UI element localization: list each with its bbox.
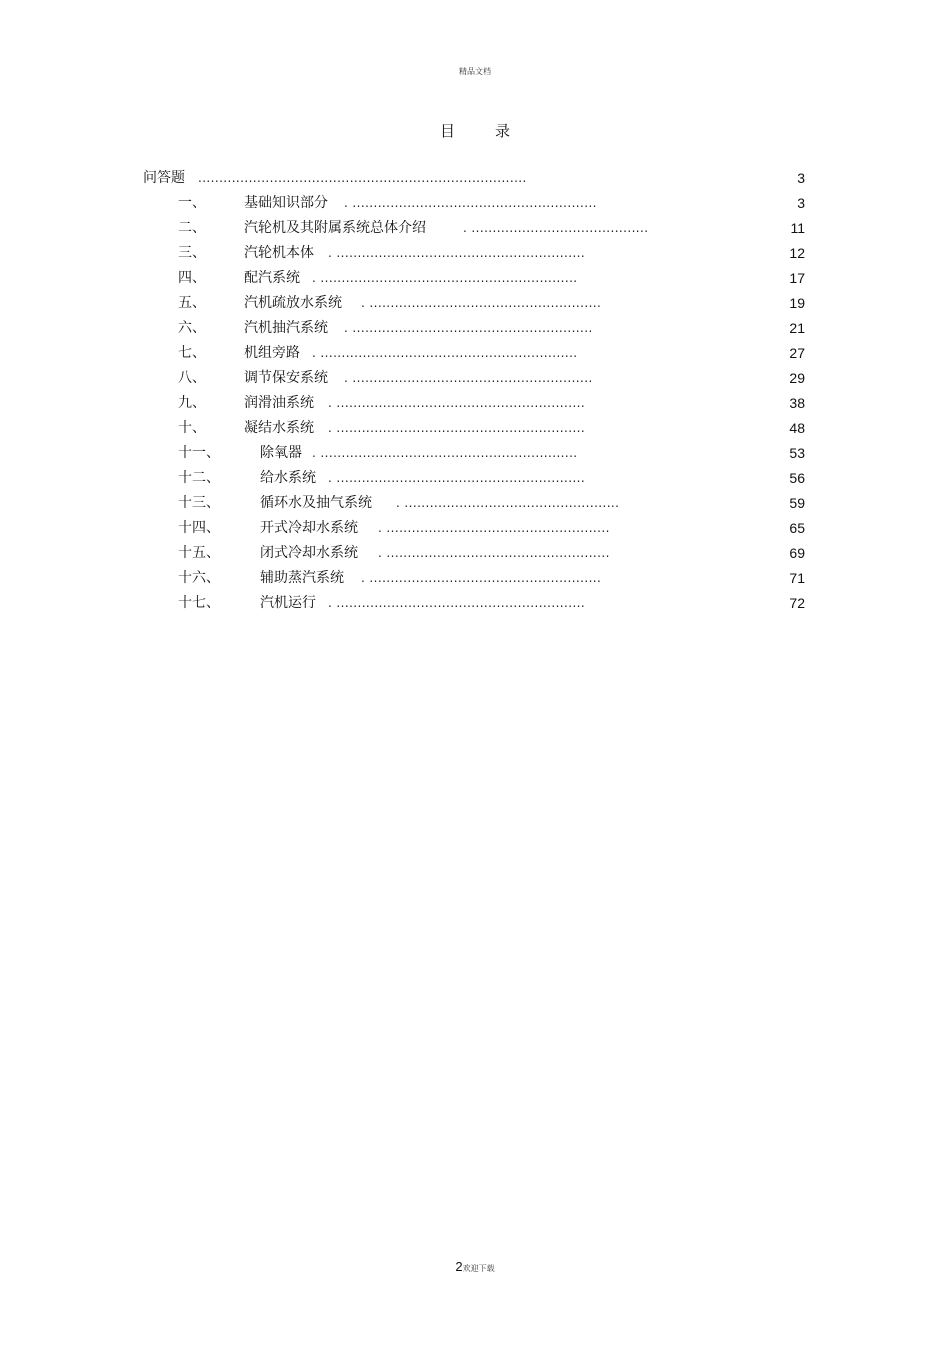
toc-entry-number: 十二、 [178,470,220,486]
toc-entry[interactable] [0,343,950,363]
toc-entry-page: 19 [789,295,805,311]
toc-leader-dots: . ............................................................. [312,446,578,460]
toc-entry-label: 汽轮机本体 [244,245,314,261]
toc-entry-label: 开式冷却水系统 [260,520,358,536]
toc-entry-page: 27 [789,345,805,361]
toc-entry-page: 72 [789,595,805,611]
toc-entry-page: 21 [789,320,805,336]
toc-entry-number: 四、 [178,270,206,286]
toc-entry[interactable] [0,593,950,613]
toc-leader-dots: . ........................................................... [328,421,586,435]
toc-entry-number: 六、 [178,320,206,336]
page-number: 2 [455,1259,463,1274]
toc-entry-label: 循环水及抽气系统 [260,495,372,511]
toc-leader-dots: . .......................................................... [344,196,597,210]
toc-entry-label: 基础知识部分 [244,195,328,211]
toc-entry-page: 71 [789,570,805,586]
toc-leader-dots: . ............................................................. [312,346,578,360]
toc-entry-number: 十七、 [178,595,220,611]
toc-entry-label: 除氧器 [260,445,302,461]
toc-entry[interactable] [0,318,950,338]
toc-entry[interactable] [0,493,950,513]
toc-leader-dots: .............................................................................. [198,171,527,185]
toc-entry-page: 3 [797,195,805,211]
toc-entry-label: 凝结水系统 [244,420,314,436]
toc-entry-page: 17 [789,270,805,286]
toc-title-left: 目 [439,122,455,140]
toc-entry-number: 十一、 [178,445,220,461]
toc-entry-number: 九、 [178,395,206,411]
toc-entry-label: 配汽系统 [244,270,300,286]
toc-entry-page: 11 [790,220,805,236]
toc-entry-page: 53 [789,445,805,461]
toc-entry-label: 辅助蒸汽系统 [260,570,344,586]
toc-entry-number: 八、 [178,370,206,386]
toc-title-right: 录 [495,122,511,140]
toc-entry[interactable] [0,543,950,563]
toc-leader-dots: . ......................................................... [344,371,593,385]
toc-entry-number: 二、 [178,220,206,236]
toc-entry-page: 12 [789,245,805,261]
toc-entry-page: 29 [789,370,805,386]
toc-leader-dots: . ..................................................... [378,521,610,535]
toc-entry-number: 十、 [178,420,206,436]
toc-entry-number: 十五、 [178,545,220,561]
toc-entry-page: 38 [789,395,805,411]
toc-entry[interactable] [0,218,950,238]
toc-leader-dots: . ....................................................... [361,296,602,310]
toc-entry-page: 69 [789,545,805,561]
toc-leader-dots: . ........................................................... [328,246,586,260]
toc-entry[interactable] [0,368,950,388]
toc-entry[interactable] [0,418,950,438]
toc-entry-page: 65 [789,520,805,536]
toc-leader-dots: . ................................................... [396,496,620,510]
toc-leader-dots: . ........................................................... [328,596,586,610]
toc-entry[interactable] [0,393,950,413]
toc-leader-dots: . .......................................... [463,221,649,235]
toc-entry[interactable] [0,518,950,538]
toc-entry-page: 48 [789,420,805,436]
toc-entry-label: 汽机运行 [260,595,316,611]
toc-entry-number: 三、 [178,245,206,261]
toc-entry-label: 给水系统 [260,470,316,486]
toc-entry[interactable] [0,268,950,288]
toc-leader-dots: . ........................................................... [328,396,586,410]
toc-leader-dots: . ............................................................. [312,271,578,285]
toc-entry[interactable] [0,293,950,313]
toc-entry-number: 一、 [178,195,206,211]
toc-entry[interactable] [0,468,950,488]
toc-entry[interactable] [0,568,950,588]
toc-entry-number: 十三、 [178,495,220,511]
toc-entry-label: 汽机抽汽系统 [244,320,328,336]
toc-entry-label: 调节保安系统 [244,370,328,386]
toc-entry-number: 五、 [178,295,206,311]
toc-leader-dots: . ........................................................... [328,471,586,485]
toc-entry-label: 问答题 [143,170,185,186]
toc-entry-label: 汽机疏放水系统 [244,295,342,311]
toc-entry-page: 59 [789,495,805,511]
footer-text: 欢迎下载 [462,1264,495,1273]
toc-leader-dots: . ......................................................... [344,321,593,335]
page-footer [0,1259,950,1274]
page-header: 精品文档 [459,67,491,76]
toc-entry-number: 十六、 [178,570,220,586]
toc-leader-dots: . ..................................................... [378,546,610,560]
toc-entry-page: 56 [789,470,805,486]
toc-title [0,120,950,141]
toc-entry-label: 闭式冷却水系统 [260,545,358,561]
toc-entry[interactable] [0,243,950,263]
toc-entry-label: 机组旁路 [244,345,300,361]
toc-leader-dots: . ....................................................... [361,571,602,585]
toc-entry-number: 七、 [178,345,206,361]
toc-entry-page: 3 [797,170,805,186]
toc-entry[interactable] [0,193,950,213]
toc-entry-number: 十四、 [178,520,220,536]
toc-entry[interactable] [0,168,950,188]
toc-entry[interactable] [0,443,950,463]
toc-entry-label: 汽轮机及其附属系统总体介绍 [244,220,426,236]
toc-entry-label: 润滑油系统 [244,395,314,411]
